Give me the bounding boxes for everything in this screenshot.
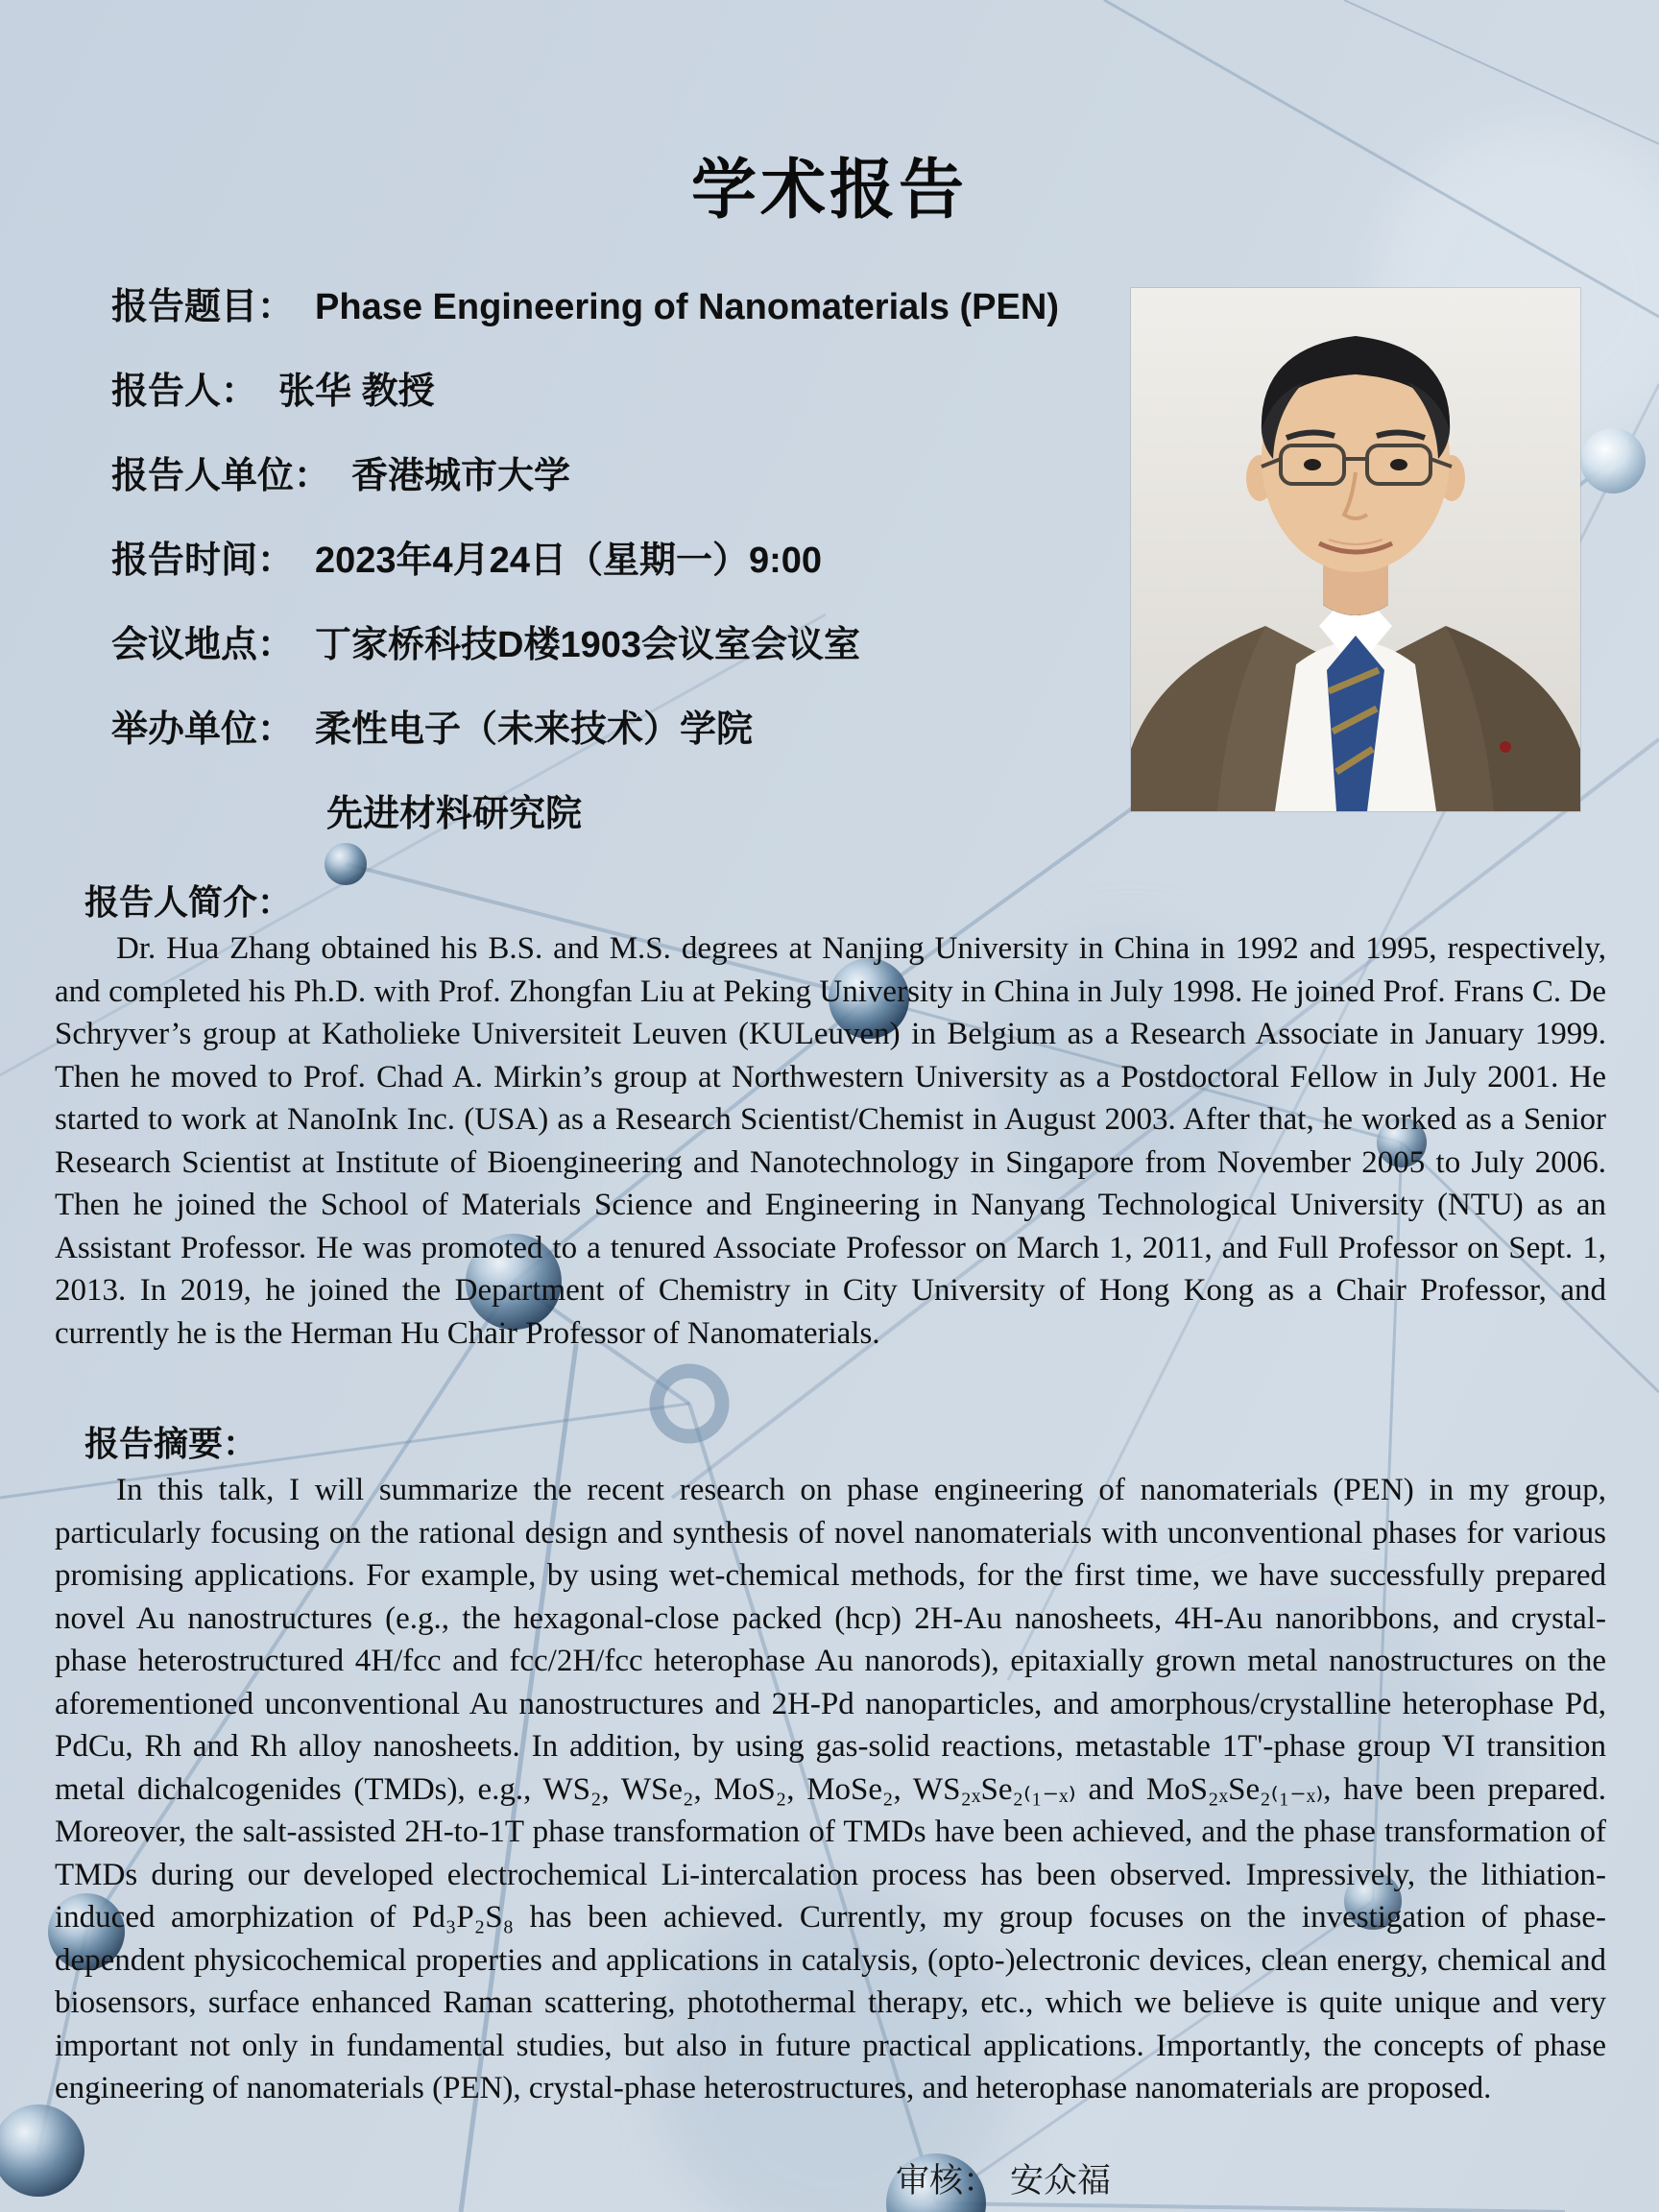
- info-label: 报告人：: [111, 372, 258, 412]
- seminar-info-block: [111, 276, 1129, 868]
- info-value: 2023年4月24日（星期一）9:00: [315, 541, 823, 581]
- info-label: 报告题目：: [111, 287, 295, 327]
- info-value: 丁家桥科技D楼1903会议室会议室: [315, 625, 860, 665]
- info-row-time: [111, 530, 1129, 583]
- page-title: 学术报告: [690, 154, 968, 227]
- info-value: Phase Engineering of Nanomaterials (PEN): [315, 287, 1059, 327]
- info-value: 柔性电子（未来技术）学院: [315, 709, 754, 750]
- approval-label: 审核：: [896, 2162, 998, 2200]
- abstract-paragraph: In this talk, I will summarize the recent research on phase engineering of nanomaterials (PEN) in my group, particularly focusing on the rational design and synthesis of novel nanomaterials with unconventional phases for various promising applications. For example, by using wet-chemical methods, for the first time, we have successfully prepared novel Au nanostructures (e.g., the hexagonal-close packed (hcp) 2H-Au nanosheets, 4H-Au nanoribbons, and crystal-phase heterostructured 4H/fcc and fcc/2H/fcc heterophase Au nanorods), epitaxially grown metal nanostructures on the aforementioned unconventional Au nanostructures and 2H-Pd nanoparticles, and amorphous/crystalline heterophase Pd, PdCu, Rh and Rh alloy nanosheets. In addition, by using gas-solid reactions, metastable 1T'-phase group VI transition metal dichalcogenides (TMDs), e.g., WS₂, WSe₂, MoS₂, MoSe₂, WS₂ₓSe₂₍₁₋ₓ₎ and MoS₂ₓSe₂₍₁₋ₓ₎, have been prepared. Moreover, the salt-assisted 2H-to-1T phase transformation of TMDs have been achieved, and the phase transformation of TMDs during our developed electrochemical Li-intercalation process has been observed. Impressively, the lithiation-induced amorphization of Pd₃P₂S₈ has been achieved. Currently, my group focuses on the investigation of phase-dependent physicochemical properties and applications in catalysis, (opto-)electronic devices, clean energy, chemical and biosensors, surface enhanced Raman scattering, photothermal therapy, etc., which we believe is quite unique and very important not only in fundamental studies, but also in future practical applications. Importantly, the concepts of phase engineering of nanomaterials (PEN), crystal-phase heterostructures, and heterophase nanomaterials are proposed.: [55, 1473, 1606, 2105]
- info-label: 报告人单位：: [111, 456, 331, 496]
- bio-heading: 报告人简介：: [84, 882, 293, 922]
- info-row-affiliation: [111, 445, 1129, 498]
- info-label: 报告时间：: [111, 541, 295, 581]
- info-row-venue: [111, 614, 1129, 667]
- info-row-topic: [111, 276, 1129, 329]
- info-row-organizer-2: [111, 783, 1129, 836]
- approval-value: 安众福: [1010, 2162, 1112, 2200]
- info-value: 张华 教授: [278, 372, 435, 412]
- info-value: 香港城市大学: [351, 456, 571, 496]
- approval-note: [896, 2154, 1111, 2202]
- speaker-portrait-graphic: [1131, 288, 1580, 811]
- info-value: 先进材料研究院: [326, 794, 583, 834]
- bio-paragraph: Dr. Hua Zhang obtained his B.S. and M.S. degrees at Nanjing University in China in 1992 and 1995, respectively, and completed his Ph.D. with Prof. Zhongfan Liu at Peking University in China in July 1998. He joined Prof. Frans C. De Schryver’s group at Katholieke Universiteit Leuven (KULeuven) in Belgium as a Research Associate in January 1999. Then he moved to Prof. Chad A. Mirkin’s group at Northwestern University as a Postdoctoral Fellow in July 2001. He started to work at NanoInk Inc. (USA) as a Research Scientist/Chemist in August 2003. After that, he worked as a Senior Research Scientist at Institute of Bioengineering and Nanotechnology in Singapore from November 2005 to July 2006. Then he joined the School of Materials Science and Engineering in Nanyang Technological University (NTU) as an Assistant Professor. He was promoted to a tenured Associate Professor on March 1, 2011, and Full Professor on Sept. 1, 2013. In 2019, he joined the Department of Chemistry in City University of Hong Kong as a Chair Professor, and currently he is the Herman Hu Chair Professor of Nanomaterials.: [55, 931, 1606, 1351]
- abstract-heading: 报告摘要：: [84, 1424, 258, 1463]
- speaker-photo: [1131, 288, 1580, 811]
- info-row-organizer: [111, 699, 1129, 752]
- info-row-speaker: [111, 361, 1129, 414]
- info-label: 会议地点：: [111, 625, 295, 665]
- info-label: 举办单位：: [111, 709, 295, 750]
